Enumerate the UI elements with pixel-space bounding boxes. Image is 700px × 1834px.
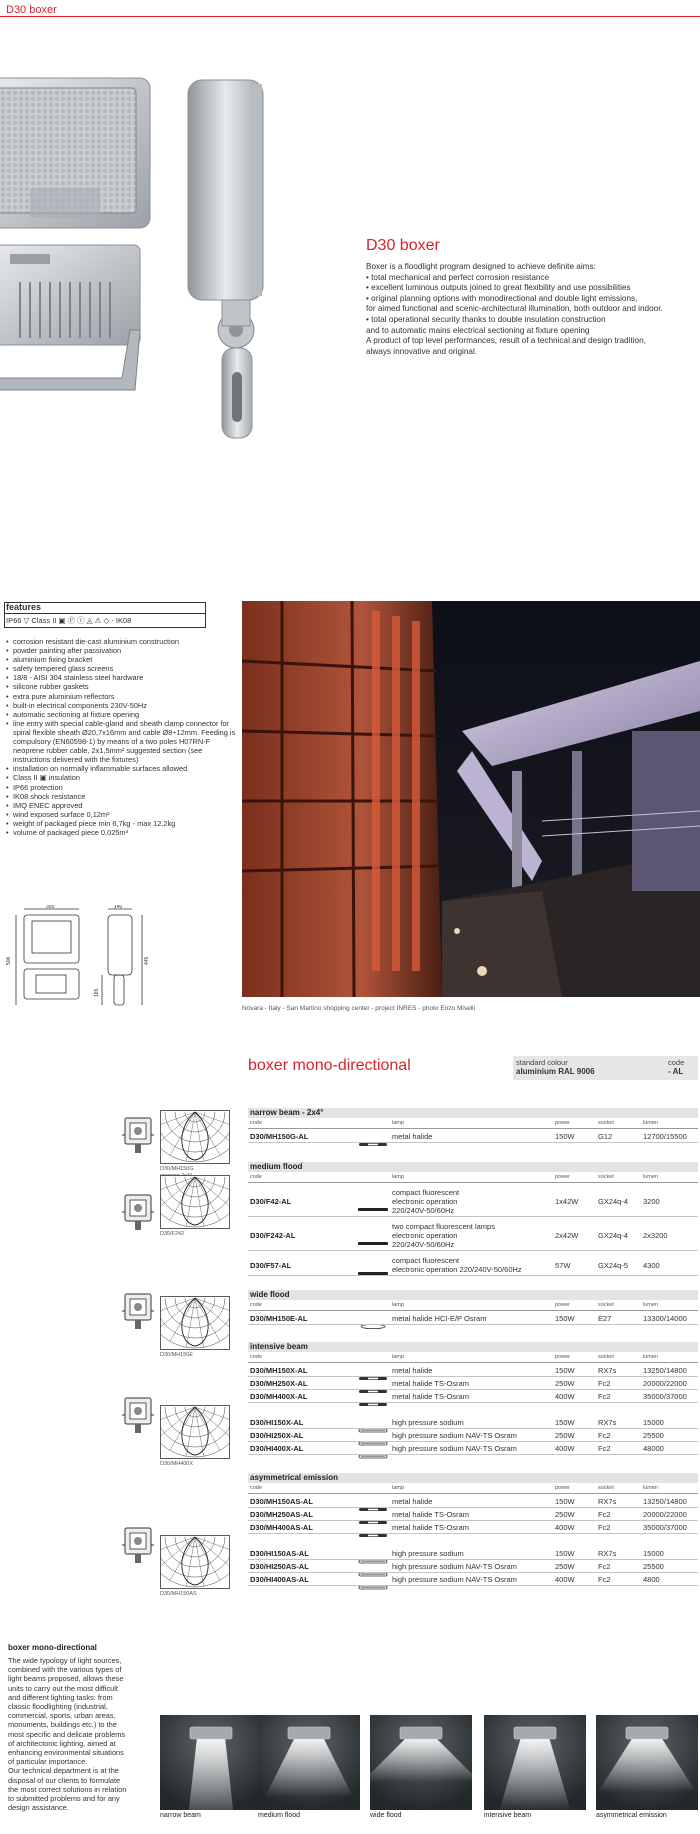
cell-lumen: 48000 <box>643 1444 664 1453</box>
feature-item: • corrosion resistant die-cast aluminium construction <box>6 637 236 646</box>
lamp-glyph-icon <box>358 1233 388 1251</box>
lamp-type <box>392 1562 517 1571</box>
code-value: - AL <box>668 1067 684 1076</box>
lamp-type-line: high pressure sodium <box>392 1549 464 1558</box>
column-header-lumen: lumen <box>643 1120 658 1126</box>
cell-power: 2x42W <box>555 1231 579 1240</box>
photometric-label-line: D30/MH150G <box>160 1166 194 1172</box>
column-header-socket: socket <box>598 1354 614 1360</box>
lamp-type <box>392 1222 495 1249</box>
lamp-type-line: metal halide TS-Osram <box>392 1523 469 1532</box>
photometric-label-line: D30/MH150E <box>160 1352 194 1358</box>
photometric-diagram <box>160 1175 230 1229</box>
bottom-line: the most correct solutions in relation <box>8 1784 127 1794</box>
lamp-glyph-icon <box>358 1577 388 1595</box>
colour-value: aluminium RAL 9006 <box>516 1067 595 1076</box>
column-header-socket: socket <box>598 1174 614 1180</box>
cell-lumen: 35000/37000 <box>643 1392 687 1401</box>
cell-socket: RX7s <box>598 1366 617 1375</box>
row-divider <box>248 1216 698 1217</box>
cell-socket: RX7s <box>598 1497 617 1506</box>
column-header-rule <box>248 1310 698 1311</box>
colour-label: standard colour <box>516 1058 568 1067</box>
group-title: narrow beam - 2x4° <box>250 1108 324 1117</box>
photometric-diagram <box>160 1535 230 1589</box>
section-title: boxer mono-directional <box>248 1057 411 1074</box>
lamp-type-line: metal halide HCI-E/P Osram <box>392 1314 487 1323</box>
lamp-type <box>392 1314 486 1323</box>
column-header-code: code <box>250 1485 262 1491</box>
cell-lumen: 25500 <box>643 1431 664 1440</box>
column-header-rule <box>248 1362 698 1363</box>
cell-socket: Fc2 <box>598 1523 611 1532</box>
cell-lumen: 4300 <box>643 1260 660 1270</box>
column-header-power: power <box>555 1485 570 1491</box>
photometric-label <box>160 1461 193 1468</box>
bottom-line: disposal of our clients to formulate <box>8 1775 121 1785</box>
lamp-type <box>392 1188 459 1215</box>
row-divider <box>248 1250 698 1251</box>
feature-item: • IK08 shock resistance <box>6 792 236 801</box>
lamp-type <box>392 1418 464 1427</box>
column-header-code: code <box>250 1174 262 1180</box>
intro-line: A product of top level performances, result of a technical and design tradition, <box>366 336 646 346</box>
column-header-lamp: lamp <box>392 1354 404 1360</box>
photometric-label <box>160 1231 184 1238</box>
cell-socket: Fc2 <box>598 1379 611 1388</box>
beam-photo <box>484 1715 586 1810</box>
photometric-label-line: D30/F242 <box>160 1231 185 1237</box>
feature-item: • aluminium fixing bracket <box>6 655 236 664</box>
group-header-bar <box>248 1342 698 1352</box>
lamp-type-line: metal halide <box>392 1366 433 1375</box>
cell-socket: GX24q-4 <box>598 1197 629 1206</box>
cell-socket: G12 <box>598 1132 613 1141</box>
product-code: D30/MH250X-AL <box>250 1379 308 1388</box>
cell-power: 1x42W <box>555 1197 579 1206</box>
features-certifications: IP66 ▽ Class II ▣ Ⓕ ⓣ ◬ ⚠ ◇ - IK08 <box>6 616 132 625</box>
cell-power: 150W <box>555 1366 575 1375</box>
column-header-lamp: lamp <box>392 1302 404 1308</box>
product-code: D30/HI150AS-AL <box>250 1549 309 1558</box>
bottom-line: most specific and delicate problems <box>8 1729 126 1739</box>
feature-item: • IMQ ENEC approved <box>6 801 236 810</box>
product-code: D30/F57-AL <box>250 1260 292 1270</box>
product-code: D30/F42-AL <box>250 1197 292 1206</box>
row-divider <box>248 1389 698 1390</box>
feature-item: • weight of packaged piece min 6,7kg - max 12,2kg <box>6 819 236 828</box>
dim-height-side: 445 <box>144 956 150 965</box>
fixture-thumbnail <box>122 1192 154 1232</box>
intro-body <box>366 262 700 357</box>
feature-item: • installation on normally inflammable surfaces allowed <box>6 764 236 773</box>
lamp-type <box>392 1510 469 1519</box>
bottom-line: Our technical department is at the <box>8 1766 119 1776</box>
lamp-type-line: compact fluorescent <box>392 1188 460 1197</box>
installation-photo <box>242 601 700 997</box>
bottom-line: of particular importance. <box>8 1757 88 1767</box>
column-header-socket: socket <box>598 1485 614 1491</box>
column-header-code: code <box>250 1354 262 1360</box>
cell-lumen: 25500 <box>643 1562 664 1571</box>
column-header-socket: socket <box>598 1302 614 1308</box>
header-rule <box>0 16 700 17</box>
lamp-type <box>392 1549 464 1558</box>
feature-item: • powder painting after passivation <box>6 646 236 655</box>
intro-line: • original planning options with monodirectional and double light emissions, <box>366 293 638 303</box>
row-divider <box>248 1275 698 1276</box>
lamp-type <box>392 1523 469 1532</box>
lamp-type-line: high pressure sodium NAV-TS Osram <box>392 1562 517 1571</box>
column-header-lamp: lamp <box>392 1174 404 1180</box>
dimension-drawing <box>6 905 166 1015</box>
bottom-line: monuments, buildings etc.) to the <box>8 1720 117 1730</box>
cell-socket: Fc2 <box>598 1510 611 1519</box>
cell-power: 150W <box>555 1314 575 1323</box>
product-code: D30/MH150X-AL <box>250 1366 308 1375</box>
lamp-type <box>392 1132 432 1141</box>
code-label: code <box>668 1058 685 1067</box>
photometric-diagram <box>160 1110 230 1164</box>
beam-photo-caption: medium flood <box>258 1812 301 1819</box>
column-header-code: code <box>250 1120 262 1126</box>
fixture-thumbnail <box>122 1115 154 1155</box>
cell-socket: GX24q-5 <box>598 1260 629 1270</box>
cell-lumen: 13300/14000 <box>643 1314 687 1323</box>
dim-width-front: 395 <box>46 905 55 910</box>
column-header-lumen: lumen <box>643 1354 658 1360</box>
column-header-power: power <box>555 1354 570 1360</box>
feature-item: • line entry with special cable-gland and sheath clamp connector for spiral flexible sheath Ø20,7x16mm and cable Ø8÷12mm. Feeding is compulsory (EN60598-1) by means of a two poles H07RN-F neoprene rubber cable, 2x1,5mm² suggested section (see instructions delivered with the fixtures) <box>6 719 236 764</box>
cell-power: 150W <box>555 1132 575 1141</box>
beam-photo <box>370 1715 472 1810</box>
intro-line: always innovative and original. <box>366 346 478 356</box>
column-header-power: power <box>555 1120 570 1126</box>
cell-power: 150W <box>555 1497 575 1506</box>
lamp-type-line: compact fluorescent <box>392 1256 460 1265</box>
photometric-diagram <box>160 1405 230 1459</box>
row-divider <box>248 1324 698 1325</box>
photometric-label <box>160 1591 197 1598</box>
group-header-bar <box>248 1162 698 1172</box>
product-hero-image <box>0 60 350 500</box>
product-code: D30/F242-AL <box>250 1231 296 1240</box>
lamp-type-line: electronic operation <box>392 1197 458 1206</box>
lamp-glyph-icon <box>358 1263 388 1281</box>
intro-line: Boxer is a floodlight program designed to achieve definite aims: <box>366 262 596 271</box>
row-divider <box>248 1585 698 1586</box>
bottom-line: light beams proposed, allows these <box>8 1674 124 1684</box>
lamp-type-line: 220/240V-50/60Hz <box>392 1206 455 1215</box>
lamp-type <box>392 1497 432 1506</box>
photometric-label-line: D30/MH150AS <box>160 1591 197 1597</box>
product-code: D30/MH150G-AL <box>250 1132 309 1141</box>
column-header-power: power <box>555 1302 570 1308</box>
cell-socket: Fc2 <box>598 1444 611 1453</box>
row-divider <box>248 1572 698 1573</box>
group-title: medium flood <box>250 1162 303 1171</box>
lamp-type-line: high pressure sodium NAV-TS Osram <box>392 1431 517 1440</box>
beam-photo-caption: wide flood <box>370 1812 402 1819</box>
feature-item: • automatic sectioning at fixture opening <box>6 710 236 719</box>
cell-lumen: 20000/22000 <box>643 1510 687 1519</box>
dim-height-front: 506 <box>6 956 12 965</box>
lamp-type-line: metal halide TS-Osram <box>392 1379 469 1388</box>
column-header-rule <box>248 1182 698 1183</box>
group-title: wide flood <box>250 1290 290 1299</box>
lamp-type <box>392 1575 517 1584</box>
bottom-line: combined with the various types of <box>8 1665 122 1675</box>
feature-item: • wind exposed surface 0,12m² <box>6 810 236 819</box>
cell-power: 250W <box>555 1379 575 1388</box>
lamp-type-line: metal halide <box>392 1497 433 1506</box>
lamp-type-line: high pressure sodium <box>392 1418 464 1427</box>
photometric-diagram <box>160 1296 230 1350</box>
photometric-label-line: D30/MH400X <box>160 1461 194 1467</box>
cell-power: 250W <box>555 1562 575 1571</box>
product-code: D30/MH150AS-AL <box>250 1497 313 1506</box>
bottom-title: boxer mono-directional <box>8 1643 97 1652</box>
lamp-type <box>392 1392 469 1401</box>
cell-power: 250W <box>555 1510 575 1519</box>
feature-item: • IP66 protection <box>6 783 236 792</box>
column-header-socket: socket <box>598 1120 614 1126</box>
row-divider <box>248 1533 698 1534</box>
cell-socket: Fc2 <box>598 1575 611 1584</box>
cell-socket: RX7s <box>598 1549 617 1558</box>
feature-item: • volume of packaged piece 0,025m³ <box>6 828 236 837</box>
cell-lumen: 20000/22000 <box>643 1379 687 1388</box>
bottom-line: of architectonic lighting, aimed at <box>8 1738 116 1748</box>
cell-lumen: 3200 <box>643 1197 660 1206</box>
intro-line: for aimed functional and scenic-architectural illumination, both outdoor and indoor. <box>366 304 663 314</box>
product-code: D30/MH400AS-AL <box>250 1523 313 1532</box>
lamp-glyph-icon <box>358 1446 388 1464</box>
product-code: D30/HI400X-AL <box>250 1444 304 1453</box>
intro-line: and to automatic mains electrical sectioning at fixture opening <box>366 325 590 335</box>
column-header-lamp: lamp <box>392 1120 404 1126</box>
page-header-title: D30 boxer <box>6 4 57 16</box>
feature-item: • built-in electrical components 230V-50Hz <box>6 701 236 710</box>
feature-item: • silicone rubber gaskets <box>6 682 236 691</box>
cell-power: 57W <box>555 1260 571 1270</box>
cell-lumen: 2x3200 <box>643 1231 668 1240</box>
row-divider <box>248 1454 698 1455</box>
cell-lumen: 15000 <box>643 1418 664 1427</box>
lamp-type <box>392 1256 522 1274</box>
bottom-line: The wide typology of light sources, <box>8 1656 122 1665</box>
group-title: intensive beam <box>250 1342 308 1351</box>
feature-item: • extra pure aluminium reflectors <box>6 692 236 701</box>
cell-socket: Fc2 <box>598 1431 611 1440</box>
cell-socket: E27 <box>598 1314 612 1323</box>
cell-power: 250W <box>555 1431 575 1440</box>
lamp-type-line: high pressure sodium NAV-TS Osram <box>392 1444 517 1453</box>
bottom-body <box>8 1656 142 1812</box>
group-header-bar <box>248 1290 698 1300</box>
features-heading: features <box>6 602 42 612</box>
lamp-type-line: electronic operation 220/240V-50/60Hz <box>392 1265 522 1274</box>
cell-lumen: 12700/15500 <box>643 1132 687 1141</box>
lamp-type-line: high pressure sodium NAV-TS Osram <box>392 1575 517 1584</box>
fixture-thumbnail <box>122 1291 154 1331</box>
lamp-type-line: metal halide TS-Osram <box>392 1392 469 1401</box>
column-header-lumen: lumen <box>643 1485 658 1491</box>
cell-socket: Fc2 <box>598 1392 611 1401</box>
intro-title: D30 boxer <box>366 237 440 254</box>
lamp-type <box>392 1379 469 1388</box>
photo-caption: Novara - Italy - San Martino shopping center - project INRES - photo Enzo Miselli <box>242 1005 476 1012</box>
lamp-type <box>392 1431 517 1440</box>
bottom-line: to submitted problems and for any <box>8 1794 120 1804</box>
features-divider <box>4 613 206 614</box>
lamp-type <box>392 1366 432 1375</box>
product-code: D30/MH400X-AL <box>250 1392 308 1401</box>
row-divider <box>248 1142 698 1143</box>
lamp-type-line: metal halide TS-Osram <box>392 1510 469 1519</box>
features-list <box>6 637 236 837</box>
product-code: D30/MH250AS-AL <box>250 1510 313 1519</box>
feature-item: • 18/8 - AISI 304 stainless steel hardware <box>6 673 236 682</box>
product-code: D30/HI250X-AL <box>250 1431 304 1440</box>
cell-power: 400W <box>555 1444 575 1453</box>
bottom-line: commercial, sports, urban areas, <box>8 1711 116 1721</box>
column-header-code: code <box>250 1302 262 1308</box>
cell-lumen: 13250/14800 <box>643 1497 687 1506</box>
lamp-type <box>392 1444 517 1453</box>
cell-power: 400W <box>555 1523 575 1532</box>
product-code: D30/MH150E-AL <box>250 1314 308 1323</box>
beam-photo-caption: narrow beam <box>160 1812 201 1819</box>
intro-line: • total mechanical and perfect corrosion resistance <box>366 272 550 282</box>
photometric-label <box>160 1352 193 1359</box>
feature-item: • safety tempered glass screens <box>6 664 236 673</box>
lamp-type-line: two compact fluorescent lamps <box>392 1222 495 1231</box>
product-code: D30/HI400AS-AL <box>250 1575 309 1584</box>
row-divider <box>248 1559 698 1560</box>
cell-power: 150W <box>555 1418 575 1427</box>
bottom-line: enhancing environmental situations <box>8 1748 124 1758</box>
bottom-line: classic floodlighting (industrial, <box>8 1702 108 1712</box>
row-divider <box>248 1376 698 1377</box>
cell-power: 150W <box>555 1549 575 1558</box>
bottom-line: and different lighting tasks: from <box>8 1692 113 1702</box>
column-header-rule <box>248 1128 698 1129</box>
lamp-glyph-icon <box>358 1199 388 1217</box>
beam-photo <box>258 1715 360 1810</box>
column-header-rule <box>248 1493 698 1494</box>
cell-socket: RX7s <box>598 1418 617 1427</box>
intro-line: • excellent luminous outputs joined to great flexibility and use possibilities <box>366 283 631 293</box>
lamp-type-line: metal halide <box>392 1132 433 1141</box>
lamp-glyph-icon <box>358 1394 388 1412</box>
cell-lumen: 13250/14800 <box>643 1366 687 1375</box>
lamp-type-line: electronic operation <box>392 1231 458 1240</box>
fixture-thumbnail <box>122 1395 154 1435</box>
cell-socket: Fc2 <box>598 1562 611 1571</box>
cell-power: 400W <box>555 1575 575 1584</box>
beam-photo <box>160 1715 262 1810</box>
beam-photo-caption: asymmetrical emission <box>596 1812 667 1819</box>
beam-photo <box>596 1715 698 1810</box>
lamp-glyph-icon <box>358 1316 388 1334</box>
lamp-glyph-icon <box>358 1525 388 1543</box>
cell-socket: GX24q-4 <box>598 1231 629 1240</box>
cell-lumen: 35000/37000 <box>643 1523 687 1532</box>
lamp-glyph-icon <box>358 1134 388 1152</box>
dim-bracket: 165 <box>94 988 100 997</box>
lamp-type-line: 220/240V-50/60Hz <box>392 1240 455 1249</box>
bottom-line: units to carry out the most difficult <box>8 1683 118 1693</box>
fixture-thumbnail <box>122 1525 154 1565</box>
intro-line: • total operational security thanks to double insulation construction <box>366 314 606 324</box>
row-divider <box>248 1441 698 1442</box>
feature-item: • Class II ▣ insulation <box>6 773 236 782</box>
row-divider <box>248 1402 698 1403</box>
dim-width-side: 140 <box>114 905 123 910</box>
column-header-lumen: lumen <box>643 1174 658 1180</box>
column-header-lumen: lumen <box>643 1302 658 1308</box>
row-divider <box>248 1428 698 1429</box>
bottom-line: design assistance. <box>8 1803 69 1813</box>
cell-lumen: 4800 <box>643 1575 660 1584</box>
column-header-lamp: lamp <box>392 1485 404 1491</box>
column-header-power: power <box>555 1174 570 1180</box>
cell-power: 400W <box>555 1392 575 1401</box>
group-title: asymmetrical emission <box>250 1473 339 1482</box>
product-code: D30/HI250AS-AL <box>250 1562 309 1571</box>
row-divider <box>248 1520 698 1521</box>
cell-lumen: 15000 <box>643 1549 664 1558</box>
row-divider <box>248 1507 698 1508</box>
product-code: D30/HI150X-AL <box>250 1418 304 1427</box>
beam-photo-caption: intensive beam <box>484 1812 532 1819</box>
